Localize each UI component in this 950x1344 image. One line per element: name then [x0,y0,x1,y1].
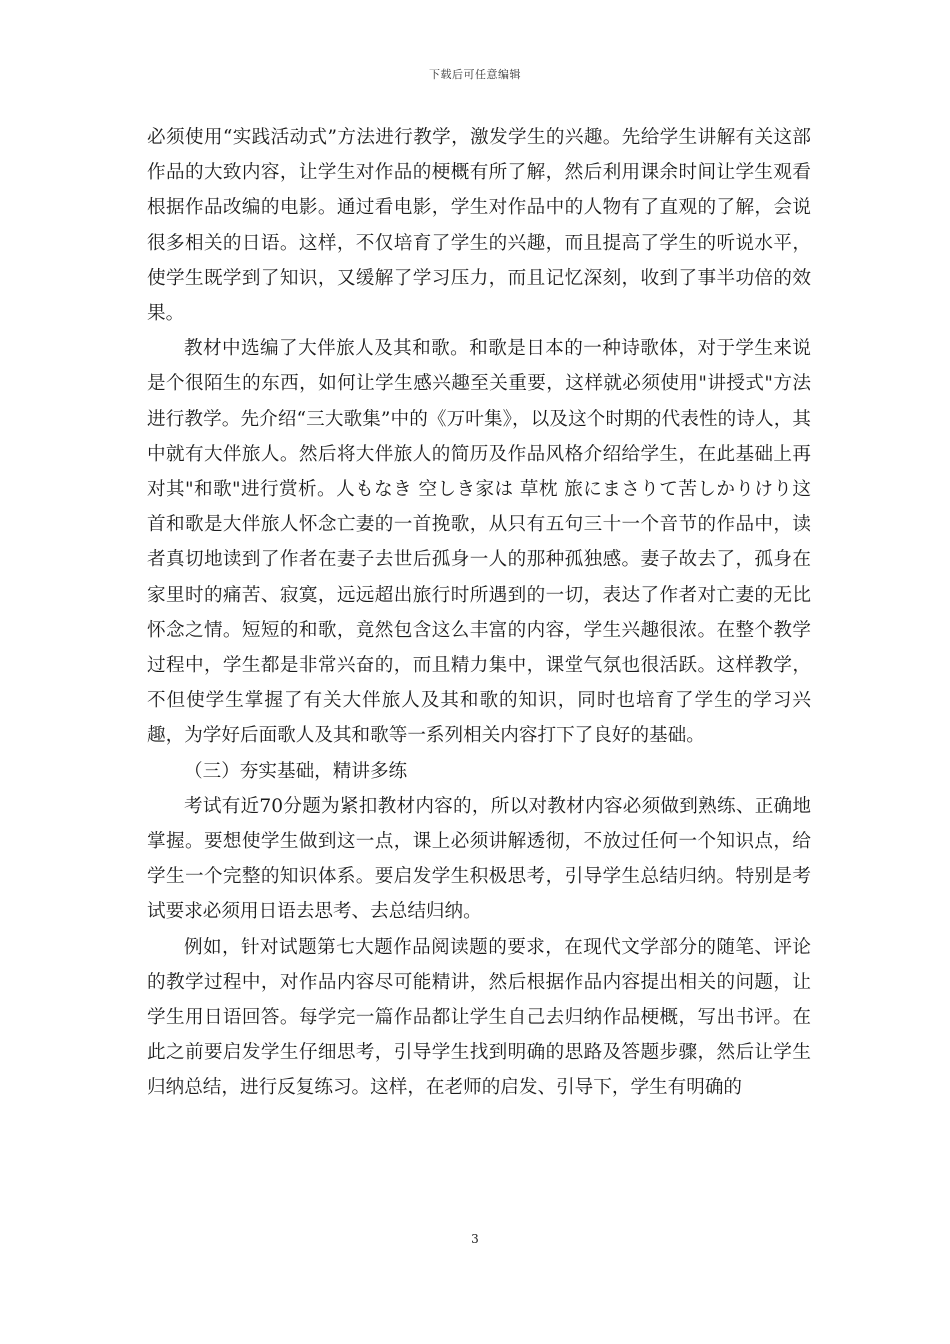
paragraph-4: 例如，针对试题第七大题作品阅读题的要求，在现代文学部分的随笔、评论的教学过程中，对作品内容尽可能精讲，然后根据作品内容提出相关的问题，让学生用日语回答。每学完一篇作品都让学生自己去归纳作品梗概，写出书评。在此之前要启发学生仔细思考，引导学生找到明确的思路及答题步骤，然后让学生归纳总结，进行反复练习。这样，在老师的启发、引导下，学生有明确的 [147,936,811,1099]
page-number: 3 [471,1232,479,1246]
paragraph-2: 教材中选编了大伴旅人及其和歌。和歌是日本的一种诗歌体，对于学生来说是个很陌生的东西，如何让学生感兴趣至关重要，这样就必须使用"讲授式"方法进行教学。先介绍“三大歌集”中的《万叶集》，以及这个时期的代表性的诗人，其中就有大伴旅人。然后将大伴旅人的简历及作品风格介绍给学生，在此基础上再对其"和歌"进行赏析。人もなき 空しき家は 草枕 旅にまさりて苦しかりけり这首和歌是大伴旅人怀念亡妻的一首挽歌，从只有五句三十一个音节的作品中，读者真切地读到了作者在妻子去世后孤身一人的那种孤独感。妻子故去了，孤身在家里时的痛苦、寂寞，远远超出旅行时所遇到的一切，表达了作者对亡妻的无比怀念之情。短短的和歌，竟然包含这么丰富的内容，学生兴趣很浓。在整个教学过程中，学生都是非常兴奋的，而且精力集中，课堂气氛也很活跃。这样教学，不但使学生掌握了有关大伴旅人及其和歌的知识，同时也培育了学生的学习兴趣，为学好后面歌人及其和歌等一系列相关内容打下了良好的基础。 [147,338,811,747]
paragraph-1: 必须使用“实践活动式”方法进行教学，激发学生的兴趣。先给学生讲解有关这部作品的大致内容，让学生对作品的梗概有所了解，然后利用课余时间让学生观看根据作品改编的电影。通过看电影，学生对作品中的人物有了直观的了解，会说很多相关的日语。这样，不仅培育了学生的兴趣，而且提高了学生的听说水平，使学生既学到了知识，又缓解了学习压力，而且记忆深刻，收到了事半功倍的效果。 [147,127,811,325]
page-header: 下载后可任意编辑 [429,68,521,81]
paragraph-3: 考试有近70分题为紧扣教材内容的，所以对教材内容必须做到熟练、正确地掌握。要想使学生做到这一点，课上必须讲解透彻，不放过任何一个知识点，给学生一个完整的知识体系。要启发学生积极思考，引导学生总结归纳。特别是考试要求必须用日语去思考、去总结归纳。 [147,795,811,923]
section-heading: （三）夯实基础，精讲多练 [184,760,408,782]
document-body [147,120,811,1106]
